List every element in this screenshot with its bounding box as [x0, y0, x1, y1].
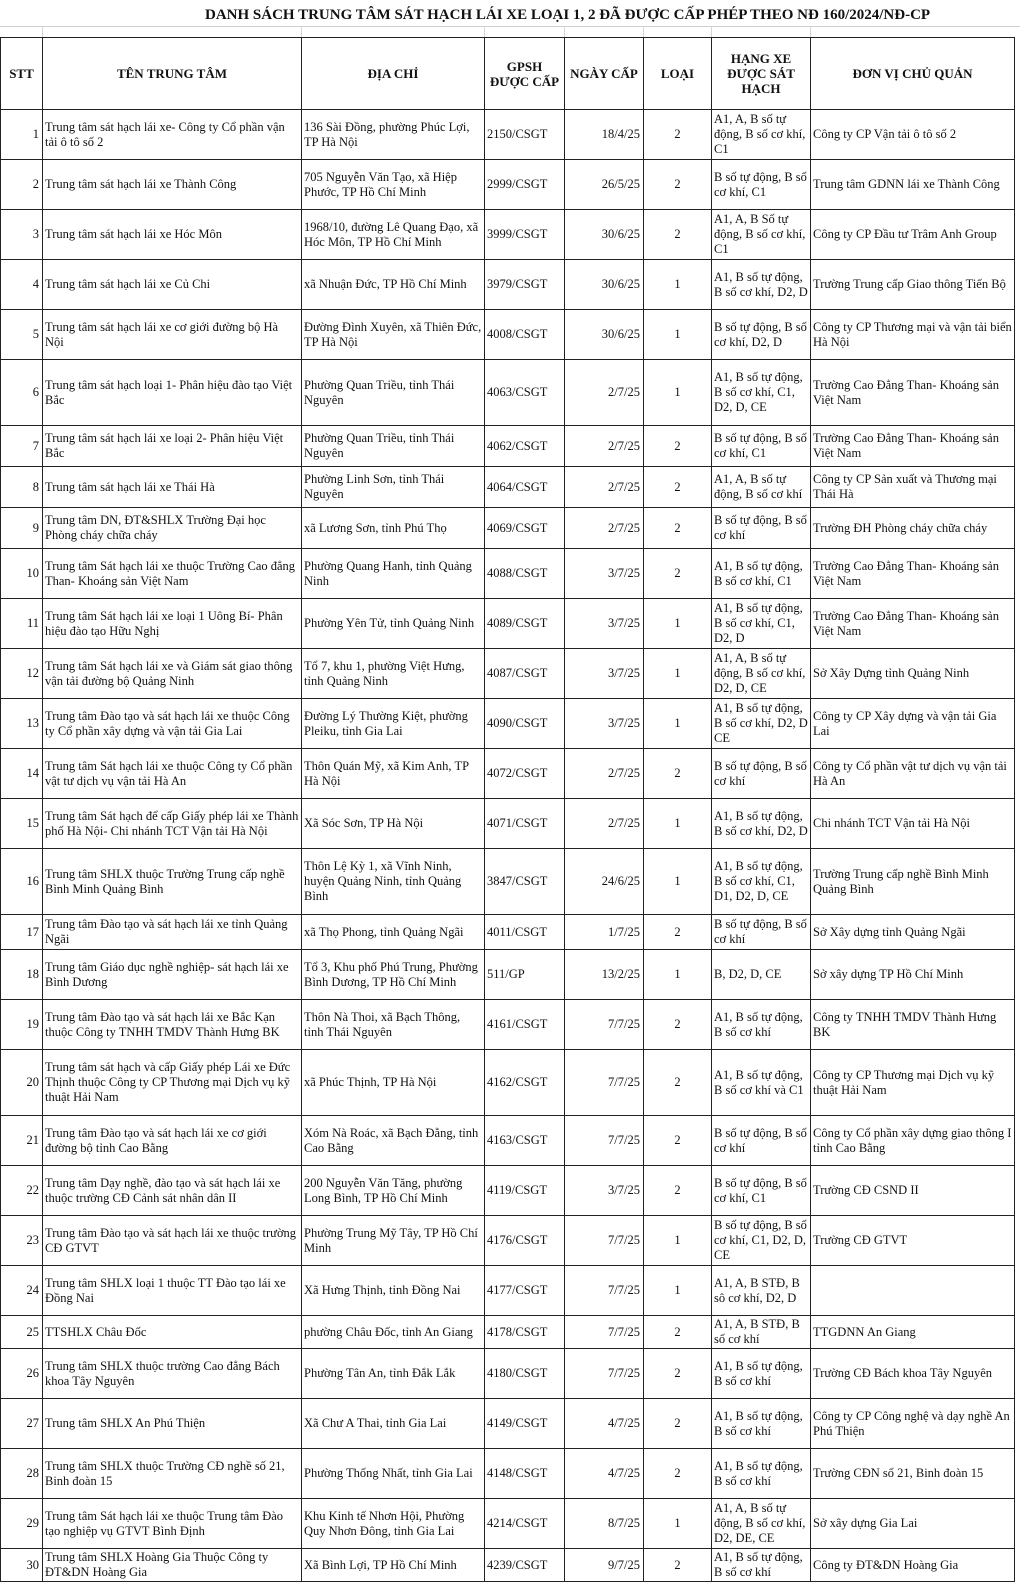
row-stt: 16: [1, 849, 43, 915]
row-date: 7/7/25: [565, 1050, 644, 1116]
row-name: Trung tâm Giáo dục nghề nghiệp- sát hạch lái xe Bình Dương: [43, 950, 302, 1000]
row-name: Trung tâm sát hạch và cấp Giấy phép Lái xe Đức Thịnh thuộc Công ty CP Thương mại Dịch vụ kỹ thuật Hải Nam: [43, 1050, 302, 1116]
table-row: [1, 110, 1015, 160]
table-header-row: [1, 38, 1015, 110]
row-classes: A1, B số tự động, B số cơ khí: [712, 1399, 811, 1449]
row-owner: TTGDNN An Giang: [811, 1316, 1015, 1349]
table-row: [1, 950, 1015, 1000]
row-address: Phường Linh Sơn, tỉnh Thái Nguyên: [302, 467, 485, 508]
row-classes: A1, B số tự động, B số cơ khí, C1, D1, D2, D, CE: [712, 849, 811, 915]
row-license: 4162/CSGT: [485, 1050, 565, 1116]
row-type: 1: [644, 649, 712, 699]
row-classes: A1, B số tự động, B số cơ khí, C1, D2, D, CE: [712, 360, 811, 426]
row-date: 7/7/25: [565, 1216, 644, 1266]
row-classes: B số tự động, B số cơ khí, D2, D: [712, 310, 811, 360]
row-name: Trung tâm Sát hạch lái xe thuộc Công ty Cổ phần vật tư dịch vụ vận tải Hà An: [43, 749, 302, 799]
sheet-title-row: [0, 0, 1020, 27]
row-address: Xã Sóc Sơn, TP Hà Nội: [302, 799, 485, 849]
row-owner: Công ty CP Sản xuất và Thương mại Thái Hà: [811, 467, 1015, 508]
header-type: LOẠI: [644, 38, 712, 110]
table-row: [1, 1449, 1015, 1499]
row-name: Trung tâm Sát hạch lái xe loại 1 Uông Bí- Phân hiệu đào tạo Hữu Nghị: [43, 599, 302, 649]
row-license: 4163/CSGT: [485, 1116, 565, 1166]
row-classes: A1, B số tự động, B số cơ khí và C1: [712, 1050, 811, 1116]
header-stt: STT: [1, 38, 43, 110]
row-type: 1: [644, 849, 712, 915]
row-classes: A1, B số tự động, B số cơ khí, C1, D2, D: [712, 599, 811, 649]
row-date: 3/7/25: [565, 549, 644, 599]
row-license: 4008/CSGT: [485, 310, 565, 360]
row-date: 2/7/25: [565, 426, 644, 467]
row-date: 2/7/25: [565, 799, 644, 849]
row-address: Phường Yên Tử, tỉnh Quảng Ninh: [302, 599, 485, 649]
row-address: Xã Hưng Thịnh, tỉnh Đồng Nai: [302, 1266, 485, 1316]
row-date: 2/7/25: [565, 360, 644, 426]
row-type: 2: [644, 549, 712, 599]
row-address: Tổ 7, khu 1, phường Việt Hưng, tỉnh Quảng Ninh: [302, 649, 485, 699]
row-classes: B số tự động, B số cơ khí: [712, 915, 811, 950]
row-classes: A1, A, B số tự động, B số cơ khí, D2, DE, CE: [712, 1499, 811, 1549]
row-license: 3847/CSGT: [485, 849, 565, 915]
row-type: 1: [644, 260, 712, 310]
row-owner: Công ty CP Đầu tư Trâm Anh Group: [811, 210, 1015, 260]
row-owner: Công ty CP Thương mại và vận tải biển Hà Nội: [811, 310, 1015, 360]
row-type: 1: [644, 310, 712, 360]
row-owner: Công ty CP Công nghệ và dạy nghề An Phú Thiện: [811, 1399, 1015, 1449]
row-address: 200 Nguyễn Văn Tăng, phường Long Bình, TP Hồ Chí Minh: [302, 1166, 485, 1216]
row-name: Trung tâm Đào tạo và sát hạch lái xe thuộc trường CĐ GTVT: [43, 1216, 302, 1266]
row-date: 24/6/25: [565, 849, 644, 915]
row-classes: A1, B số tự động, B số cơ khí, C1: [712, 549, 811, 599]
row-license: 4090/CSGT: [485, 699, 565, 749]
row-date: 2/7/25: [565, 467, 644, 508]
row-name: Trung tâm SHLX thuộc Trường CĐ nghề số 21, Binh đoàn 15: [43, 1449, 302, 1499]
row-license: 4176/CSGT: [485, 1216, 565, 1266]
row-name: Trung tâm DN, ĐT&SHLX Trường Đại học Phòng cháy chữa cháy: [43, 508, 302, 549]
row-name: Trung tâm Sát hạch lái xe thuộc Trung tâm Đào tạo nghiệp vụ GTVT Bình Định: [43, 1499, 302, 1549]
row-stt: 9: [1, 508, 43, 549]
row-address: xã Lương Sơn, tỉnh Phú Thọ: [302, 508, 485, 549]
row-stt: 26: [1, 1349, 43, 1399]
page-title: DANH SÁCH TRUNG TÂM SÁT HẠCH LÁI XE LOẠI 1, 2 ĐÃ ĐƯỢC CẤP PHÉP THEO NĐ 160/2024/NĐ-CP: [205, 7, 931, 23]
row-license: 4214/CSGT: [485, 1499, 565, 1549]
row-stt: 8: [1, 467, 43, 508]
row-stt: 24: [1, 1266, 43, 1316]
row-classes: B số tự động, B số cơ khí, C1, D2, D, CE: [712, 1216, 811, 1266]
row-license: 4180/CSGT: [485, 1349, 565, 1399]
row-license: 4071/CSGT: [485, 799, 565, 849]
table-row: [1, 1316, 1015, 1349]
table-row: [1, 1266, 1015, 1316]
row-name: Trung tâm Đào tạo và sát hạch lái xe tỉnh Quảng Ngãi: [43, 915, 302, 950]
row-license: 4088/CSGT: [485, 549, 565, 599]
row-type: 2: [644, 1166, 712, 1216]
row-license: 4148/CSGT: [485, 1449, 565, 1499]
row-owner: Trường CĐ Bách khoa Tây Nguyên: [811, 1349, 1015, 1399]
row-owner: Sở xây dựng TP Hồ Chí Minh: [811, 950, 1015, 1000]
row-name: Trung tâm sát hạch lái xe Củ Chi: [43, 260, 302, 310]
row-name: Trung tâm Đào tạo và sát hạch lái xe cơ giới đường bộ tỉnh Cao Bằng: [43, 1116, 302, 1166]
spreadsheet-gridlines: [0, 26, 1014, 37]
row-license: 4063/CSGT: [485, 360, 565, 426]
row-owner: Công ty Cổ phần xây dựng giao thông I tỉnh Cao Bằng: [811, 1116, 1015, 1166]
row-date: 26/5/25: [565, 160, 644, 210]
row-stt: 18: [1, 950, 43, 1000]
row-date: 3/7/25: [565, 699, 644, 749]
row-date: 13/2/25: [565, 950, 644, 1000]
row-owner: Trung tâm GDNN lái xe Thành Công: [811, 160, 1015, 210]
row-classes: A1, A, B số tự động, B số cơ khí: [712, 467, 811, 508]
table-row: [1, 1349, 1015, 1399]
row-type: 2: [644, 1000, 712, 1050]
row-address: Phường Thống Nhất, tỉnh Gia Lai: [302, 1449, 485, 1499]
row-owner: Trường Trung cấp nghề Bình Minh Quảng Bình: [811, 849, 1015, 915]
row-address: xã Phúc Thịnh, TP Hà Nội: [302, 1050, 485, 1116]
row-type: 1: [644, 599, 712, 649]
row-stt: 6: [1, 360, 43, 426]
row-license: 3979/CSGT: [485, 260, 565, 310]
row-owner: Công ty TNHH TMDV Thành Hưng BK: [811, 1000, 1015, 1050]
table-row: [1, 1399, 1015, 1449]
row-type: 2: [644, 508, 712, 549]
table-row: [1, 699, 1015, 749]
row-owner: Trường CĐN số 21, Binh đoàn 15: [811, 1449, 1015, 1499]
header-classes: HẠNG XE ĐƯỢC SÁT HẠCH: [712, 38, 811, 110]
row-classes: A1, A, B STĐ, B sô cơ khí, D2, D: [712, 1266, 811, 1316]
row-type: 2: [644, 1449, 712, 1499]
row-name: Trung tâm Sát hạch lái xe và Giám sát giao thông vận tải đường bộ Quảng Ninh: [43, 649, 302, 699]
row-date: 8/7/25: [565, 1499, 644, 1549]
table-row: [1, 1000, 1015, 1050]
row-name: Trung tâm sát hạch lái xe- Công ty Cổ phần vận tải ô tô số 2: [43, 110, 302, 160]
table-row: [1, 310, 1015, 360]
row-stt: 1: [1, 110, 43, 160]
table-row: [1, 599, 1015, 649]
row-classes: A1, B số tự động, B số cơ khí: [712, 1000, 811, 1050]
row-name: Trung tâm Sát hạch lái xe thuộc Trường Cao đẳng Than- Khoáng sản Việt Nam: [43, 549, 302, 599]
row-date: 4/7/25: [565, 1449, 644, 1499]
row-stt: 27: [1, 1399, 43, 1449]
row-type: 2: [644, 210, 712, 260]
row-classes: A1, B số tự động, B số cơ khí, D2, D: [712, 799, 811, 849]
row-name: Trung tâm sát hạch lái xe Thành Công: [43, 160, 302, 210]
row-name: Trung tâm Đào tạo và sát hạch lái xe Bắc Kạn thuộc Công ty TNHH TMDV Thành Hưng BK: [43, 1000, 302, 1050]
row-name: Trung tâm sát hạch loại 1- Phân hiệu đào tạo Việt Bắc: [43, 360, 302, 426]
row-owner: Công ty CP Xây dựng và vận tải Gia Lai: [811, 699, 1015, 749]
row-stt: 15: [1, 799, 43, 849]
row-name: Trung tâm Đào tạo và sát hạch lái xe thuộc Công ty Cổ phần xây dựng và vận tải Gia Lai: [43, 699, 302, 749]
row-address: Đường Đình Xuyên, xã Thiên Đức, TP Hà Nội: [302, 310, 485, 360]
row-license: 4161/CSGT: [485, 1000, 565, 1050]
row-date: 4/7/25: [565, 1399, 644, 1449]
row-license: 4178/CSGT: [485, 1316, 565, 1349]
row-type: 1: [644, 699, 712, 749]
row-date: 7/7/25: [565, 1316, 644, 1349]
row-classes: B số tự động, B số cơ khí, C1: [712, 426, 811, 467]
row-license: 4149/CSGT: [485, 1399, 565, 1449]
row-address: Khu Kinh tế Nhơn Hội, Phường Quy Nhơn Đông, tỉnh Gia Lai: [302, 1499, 485, 1549]
row-owner: Trường CĐ CSND II: [811, 1166, 1015, 1216]
row-name: Trung tâm sát hạch lái xe loại 2- Phân hiệu Việt Bắc: [43, 426, 302, 467]
row-date: 30/6/25: [565, 210, 644, 260]
row-license: 4069/CSGT: [485, 508, 565, 549]
row-date: 9/7/25: [565, 1549, 644, 1582]
row-stt: 19: [1, 1000, 43, 1050]
row-owner: Trường Trung cấp Giao thông Tiến Bộ: [811, 260, 1015, 310]
table-row: [1, 749, 1015, 799]
row-stt: 5: [1, 310, 43, 360]
row-stt: 13: [1, 699, 43, 749]
row-type: 2: [644, 1116, 712, 1166]
table-row: [1, 849, 1015, 915]
row-classes: A1, A, B Số tự động, B số cơ khí, C1: [712, 210, 811, 260]
row-license: 4087/CSGT: [485, 649, 565, 699]
row-owner: Chi nhánh TCT Vận tải Hà Nội: [811, 799, 1015, 849]
row-address: Thôn Lệ Kỳ 1, xã Vĩnh Ninh, huyện Quảng Ninh, tỉnh Quảng Bình: [302, 849, 485, 915]
row-stt: 4: [1, 260, 43, 310]
table-row: [1, 210, 1015, 260]
row-owner: Công ty CP Vận tải ô tô số 2: [811, 110, 1015, 160]
table-row: [1, 426, 1015, 467]
row-date: 30/6/25: [565, 260, 644, 310]
row-owner: Trường Cao Đẳng Than- Khoáng sản Việt Nam: [811, 426, 1015, 467]
row-address: Phường Quan Triều, tỉnh Thái Nguyên: [302, 426, 485, 467]
table-row: [1, 649, 1015, 699]
header-owner: ĐƠN VỊ CHỦ QUẢN: [811, 38, 1015, 110]
table-row: [1, 1166, 1015, 1216]
row-license: 4177/CSGT: [485, 1266, 565, 1316]
row-type: 1: [644, 799, 712, 849]
row-date: 3/7/25: [565, 1166, 644, 1216]
row-owner: Công ty ĐT&DN Hoàng Gia: [811, 1549, 1015, 1582]
row-stt: 28: [1, 1449, 43, 1499]
row-name: Trung tâm SHLX Hoàng Gia Thuộc Công ty ĐT&DN Hoàng Gia: [43, 1549, 302, 1582]
table-row: [1, 915, 1015, 950]
row-license: 4119/CSGT: [485, 1166, 565, 1216]
row-date: 7/7/25: [565, 1349, 644, 1399]
row-stt: 22: [1, 1166, 43, 1216]
row-address: 705 Nguyễn Văn Tạo, xã Hiệp Phước, TP Hồ Chí Minh: [302, 160, 485, 210]
row-classes: A1, B số tự động, B số cơ khí, D2, D CE: [712, 699, 811, 749]
row-address: Thôn Nà Thoi, xã Bạch Thông, tỉnh Thái Nguyên: [302, 1000, 485, 1050]
row-address: Phường Quan Triều, tỉnh Thái Nguyên: [302, 360, 485, 426]
row-date: 2/7/25: [565, 749, 644, 799]
row-name: Trung tâm Sát hạch để cấp Giấy phép lái xe Thành phố Hà Nội- Chi nhánh TCT Vận tải Hà Nội: [43, 799, 302, 849]
row-license: 4064/CSGT: [485, 467, 565, 508]
row-stt: 11: [1, 599, 43, 649]
row-address: Đường Lý Thường Kiệt, phường Pleiku, tỉnh Gia Lai: [302, 699, 485, 749]
table-row: [1, 467, 1015, 508]
row-classes: A1, A, B số tự động, B số cơ khí, C1: [712, 110, 811, 160]
row-license: 4072/CSGT: [485, 749, 565, 799]
row-license: 3999/CSGT: [485, 210, 565, 260]
row-type: 1: [644, 1499, 712, 1549]
row-type: 2: [644, 749, 712, 799]
row-classes: A1, A, B số tự động, B số cơ khí, D2, D, CE: [712, 649, 811, 699]
row-address: Xã Bình Lợi, TP Hồ Chí Minh: [302, 1549, 485, 1582]
row-address: phường Châu Đốc, tỉnh An Giang: [302, 1316, 485, 1349]
row-name: Trung tâm Dạy nghề, đào tạo và sát hạch lái xe thuộc trường CĐ Cảnh sát nhân dân II: [43, 1166, 302, 1216]
row-license: 4011/CSGT: [485, 915, 565, 950]
row-owner: Trường Cao Đẳng Than- Khoáng sản Việt Nam: [811, 549, 1015, 599]
table-row: [1, 508, 1015, 549]
row-owner: Công ty CP Thương mại Dịch vụ kỹ thuật Hải Nam: [811, 1050, 1015, 1116]
row-owner: Công ty Cổ phần vật tư dịch vụ vận tải Hà An: [811, 749, 1015, 799]
row-name: Trung tâm SHLX thuộc Trường Trung cấp nghề Bình Minh Quảng Bình: [43, 849, 302, 915]
row-owner: Sở Xây dựng tỉnh Quảng Ngãi: [811, 915, 1015, 950]
row-type: 2: [644, 1349, 712, 1399]
row-address: Phường Quang Hanh, tỉnh Quảng Ninh: [302, 549, 485, 599]
row-type: 2: [644, 426, 712, 467]
table-row: [1, 160, 1015, 210]
row-classes: B số tự động, B số cơ khí, C1: [712, 160, 811, 210]
row-address: Xóm Nà Roác, xã Bạch Đằng, tỉnh Cao Bằng: [302, 1116, 485, 1166]
row-name: Trung tâm SHLX An Phú Thiện: [43, 1399, 302, 1449]
row-owner: Sở Xây Dựng tỉnh Quảng Ninh: [811, 649, 1015, 699]
row-date: 30/6/25: [565, 310, 644, 360]
row-license: 4062/CSGT: [485, 426, 565, 467]
training-centers-table: [0, 37, 1015, 1582]
header-name: TÊN TRUNG TÂM: [43, 38, 302, 110]
table-row: [1, 1499, 1015, 1549]
row-name: Trung tâm SHLX loại 1 thuộc TT Đào tạo lái xe Đồng Nai: [43, 1266, 302, 1316]
row-type: 2: [644, 1316, 712, 1349]
row-date: 18/4/25: [565, 110, 644, 160]
table-row: [1, 549, 1015, 599]
row-type: 2: [644, 1549, 712, 1582]
row-type: 2: [644, 467, 712, 508]
row-stt: 20: [1, 1050, 43, 1116]
header-address: ĐỊA CHỈ: [302, 38, 485, 110]
row-classes: A1, B số tự động, B số cơ khí: [712, 1549, 811, 1582]
row-date: 2/7/25: [565, 508, 644, 549]
row-date: 7/7/25: [565, 1116, 644, 1166]
row-date: 3/7/25: [565, 599, 644, 649]
row-classes: A1, B số tự động, B số cơ khí: [712, 1449, 811, 1499]
row-license: 4239/CSGT: [485, 1549, 565, 1582]
row-address: 1968/10, đường Lê Quang Đạo, xã Hóc Môn, TP Hồ Chí Minh: [302, 210, 485, 260]
row-owner: Trường ĐH Phòng cháy chữa cháy: [811, 508, 1015, 549]
row-stt: 3: [1, 210, 43, 260]
row-date: 7/7/25: [565, 1266, 644, 1316]
row-stt: 7: [1, 426, 43, 467]
table-row: [1, 1050, 1015, 1116]
row-address: Phường Trung Mỹ Tây, TP Hồ Chí Minh: [302, 1216, 485, 1266]
row-date: 1/7/25: [565, 915, 644, 950]
row-address: 136 Sài Đồng, phường Phúc Lợi, TP Hà Nội: [302, 110, 485, 160]
row-classes: A1, A, B STĐ, B số cơ khí: [712, 1316, 811, 1349]
table-row: [1, 1549, 1015, 1582]
row-type: 2: [644, 915, 712, 950]
table-row: [1, 1216, 1015, 1266]
row-stt: 2: [1, 160, 43, 210]
row-classes: A1, B số tự động, B số cơ khí, D2, D: [712, 260, 811, 310]
row-name: Trung tâm sát hạch lái xe cơ giới đường bộ Hà Nội: [43, 310, 302, 360]
row-classes: A1, B số tự động, B số cơ khí: [712, 1349, 811, 1399]
row-date: 7/7/25: [565, 1000, 644, 1050]
row-stt: 14: [1, 749, 43, 799]
row-stt: 23: [1, 1216, 43, 1266]
table-body: [1, 110, 1015, 1582]
row-type: 2: [644, 110, 712, 160]
row-license: 2150/CSGT: [485, 110, 565, 160]
row-address: Xã Chư A Thai, tỉnh Gia Lai: [302, 1399, 485, 1449]
table-row: [1, 1116, 1015, 1166]
row-owner: Sở xây dựng Gia Lai: [811, 1499, 1015, 1549]
row-address: Phường Tân An, tỉnh Đắk Lắk: [302, 1349, 485, 1399]
row-name: Trung tâm sát hạch lái xe Thái Hà: [43, 467, 302, 508]
row-type: 1: [644, 360, 712, 426]
row-license: 511/GP: [485, 950, 565, 1000]
row-stt: 10: [1, 549, 43, 599]
row-name: Trung tâm SHLX thuộc trường Cao đẳng Bách khoa Tây Nguyên: [43, 1349, 302, 1399]
row-license: 4089/CSGT: [485, 599, 565, 649]
table-row: [1, 260, 1015, 310]
table-row: [1, 799, 1015, 849]
row-address: xã Nhuận Đức, TP Hồ Chí Minh: [302, 260, 485, 310]
header-date: NGÀY CẤP: [565, 38, 644, 110]
row-classes: B số tự động, B số cơ khí: [712, 1116, 811, 1166]
row-stt: 17: [1, 915, 43, 950]
row-address: Tổ 3, Khu phố Phú Trung, Phường Bình Dương, TP Hồ Chí Minh: [302, 950, 485, 1000]
row-stt: 30: [1, 1549, 43, 1582]
row-type: 1: [644, 1266, 712, 1316]
row-type: 1: [644, 950, 712, 1000]
row-address: xã Thọ Phong, tỉnh Quảng Ngãi: [302, 915, 485, 950]
header-license: GPSH ĐƯỢC CẤP: [485, 38, 565, 110]
row-license: 2999/CSGT: [485, 160, 565, 210]
row-owner: Trường Cao Đẳng Than- Khoáng sản Việt Nam: [811, 360, 1015, 426]
row-owner: Trường Cao Đẳng Than- Khoáng sản Việt Nam: [811, 599, 1015, 649]
row-type: 2: [644, 160, 712, 210]
row-stt: 29: [1, 1499, 43, 1549]
row-type: 1: [644, 1216, 712, 1266]
row-date: 3/7/25: [565, 649, 644, 699]
row-name: TTSHLX Châu Đốc: [43, 1316, 302, 1349]
row-type: 2: [644, 1050, 712, 1116]
row-stt: 12: [1, 649, 43, 699]
row-address: Thôn Quán Mỹ, xã Kim Anh, TP Hà Nội: [302, 749, 485, 799]
row-type: 2: [644, 1399, 712, 1449]
row-owner: Trường CĐ GTVT: [811, 1216, 1015, 1266]
row-name: Trung tâm sát hạch lái xe Hóc Môn: [43, 210, 302, 260]
row-classes: B số tự động, B số cơ khí: [712, 508, 811, 549]
table-row: [1, 360, 1015, 426]
row-stt: 25: [1, 1316, 43, 1349]
row-classes: B số tự động, B số cơ khí, C1: [712, 1166, 811, 1216]
row-stt: 21: [1, 1116, 43, 1166]
row-owner: [811, 1266, 1015, 1316]
row-classes: B số tự động, B số cơ khí: [712, 749, 811, 799]
row-classes: B, D2, D, CE: [712, 950, 811, 1000]
